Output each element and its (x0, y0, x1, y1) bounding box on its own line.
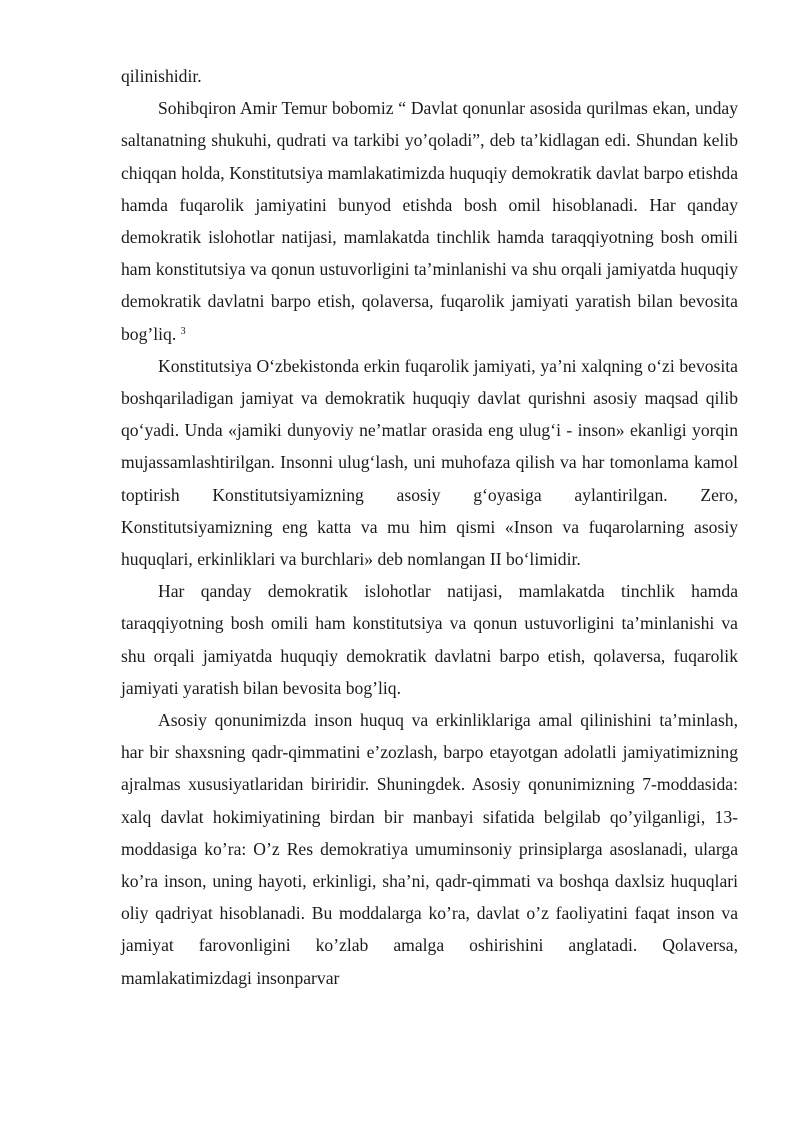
footnote-marker: 3 (180, 325, 186, 337)
paragraph-islohotlar: Har qanday demokratik islohotlar natijasi, mamlakatda tinchlik hamda taraqqiyotning bosh omili ham konstitutsiya va qonun ustuvorligini ta’minlanishi va shu orqali jamiyatda huquqiy demokratik davlatni barpo etish, qolaversa, fuqarolik jamiyati yaratish bilan bevosita bog’liq. (121, 581, 738, 698)
paragraph-asosiy-qonun: Asosiy qonunimizda inson huquq va erkinliklariga amal qilinishini ta’minlash, har bir shaxsning qadr-qimmatini e’zozlash, barpo etayotgan adolatli jamiyatimizning ajralmas xususiyatlaridan biriridir. Shuningdek. Asosiy qonunimizning 7-moddasida: xalq davlat hokimiyatining birdan bir manbayi sifatida belgilab qo’yilganligi, 13- moddasiga ko’ra: O’z Res demokratiya umuminsoniy prinsiplarga asoslanadi, ularga ko’ra inson, uning hayoti, erkinligi, sha’ni, qadr-qimmati va boshqa daxlsiz huquqlari oliy qadriyat hisoblanadi. Bu moddalarga ko’ra, davlat o’z faoliyatini faqat inson va jamiyat farovonligini ko’zlab amalga oshirishini anglatadi. Qolaversa, mamlakatimizdagi insonparvar (121, 710, 738, 988)
paragraph-amir-temur-text: Sohibqiron Amir Temur bobomiz “ Davlat qonunlar asosida qurilmas ekan, unday saltanatning shukuhi, qudrati va tarkibi yo’qoladi”, deb ta’kidlagan edi. Shundan kelib chiqqan holda, Konstitutsiya mamlakatimizda huquqiy demokratik davlat barpo etishda hamda fuqarolik jamiyatini bunyod etishda bosh omil hisoblanadi. Har qanday demokratik islohotlar natijasi, mamlakatda tinchlik hamda taraqqiyotning bosh omili ham konstitutsiya va qonun ustuvorligini ta’minlanishi va shu orqali jamiyatda huquqiy demokratik davlatni barpo etish, qolaversa, fuqarolik jamiyati yaratish bilan bevosita bog’liq. (121, 98, 738, 344)
paragraph-konstitutsiya: Konstitutsiya O‘zbekistonda erkin fuqarolik jamiyati, ya’ni xalqning o‘zi bevosita boshqariladigan jamiyat va demokratik huquqiy davlat qurishni asosiy maqsad qilib qo‘yadi. Unda «jamiki dunyoviy ne’matlar orasida eng ulug‘i - inson» ekanligi yorqin mujassamlashtirilgan. Insonni ulug‘lash, uni muhofaza qilish va har tomonlama kamol toptirish Konstitutsiyamizning asosiy g‘oyasiga aylantirilgan. Zero, Konstitutsiyamizning eng katta va mu him qismi «Inson va fuqarolarning asosiy huquqlari, erkinliklari va burchlari» deb nomlangan II bo‘limidir. (121, 355, 738, 570)
paragraph-continuation: qilinishidir. (121, 66, 202, 86)
document-body (121, 60, 738, 994)
paragraph-amir-temur (121, 92, 738, 350)
